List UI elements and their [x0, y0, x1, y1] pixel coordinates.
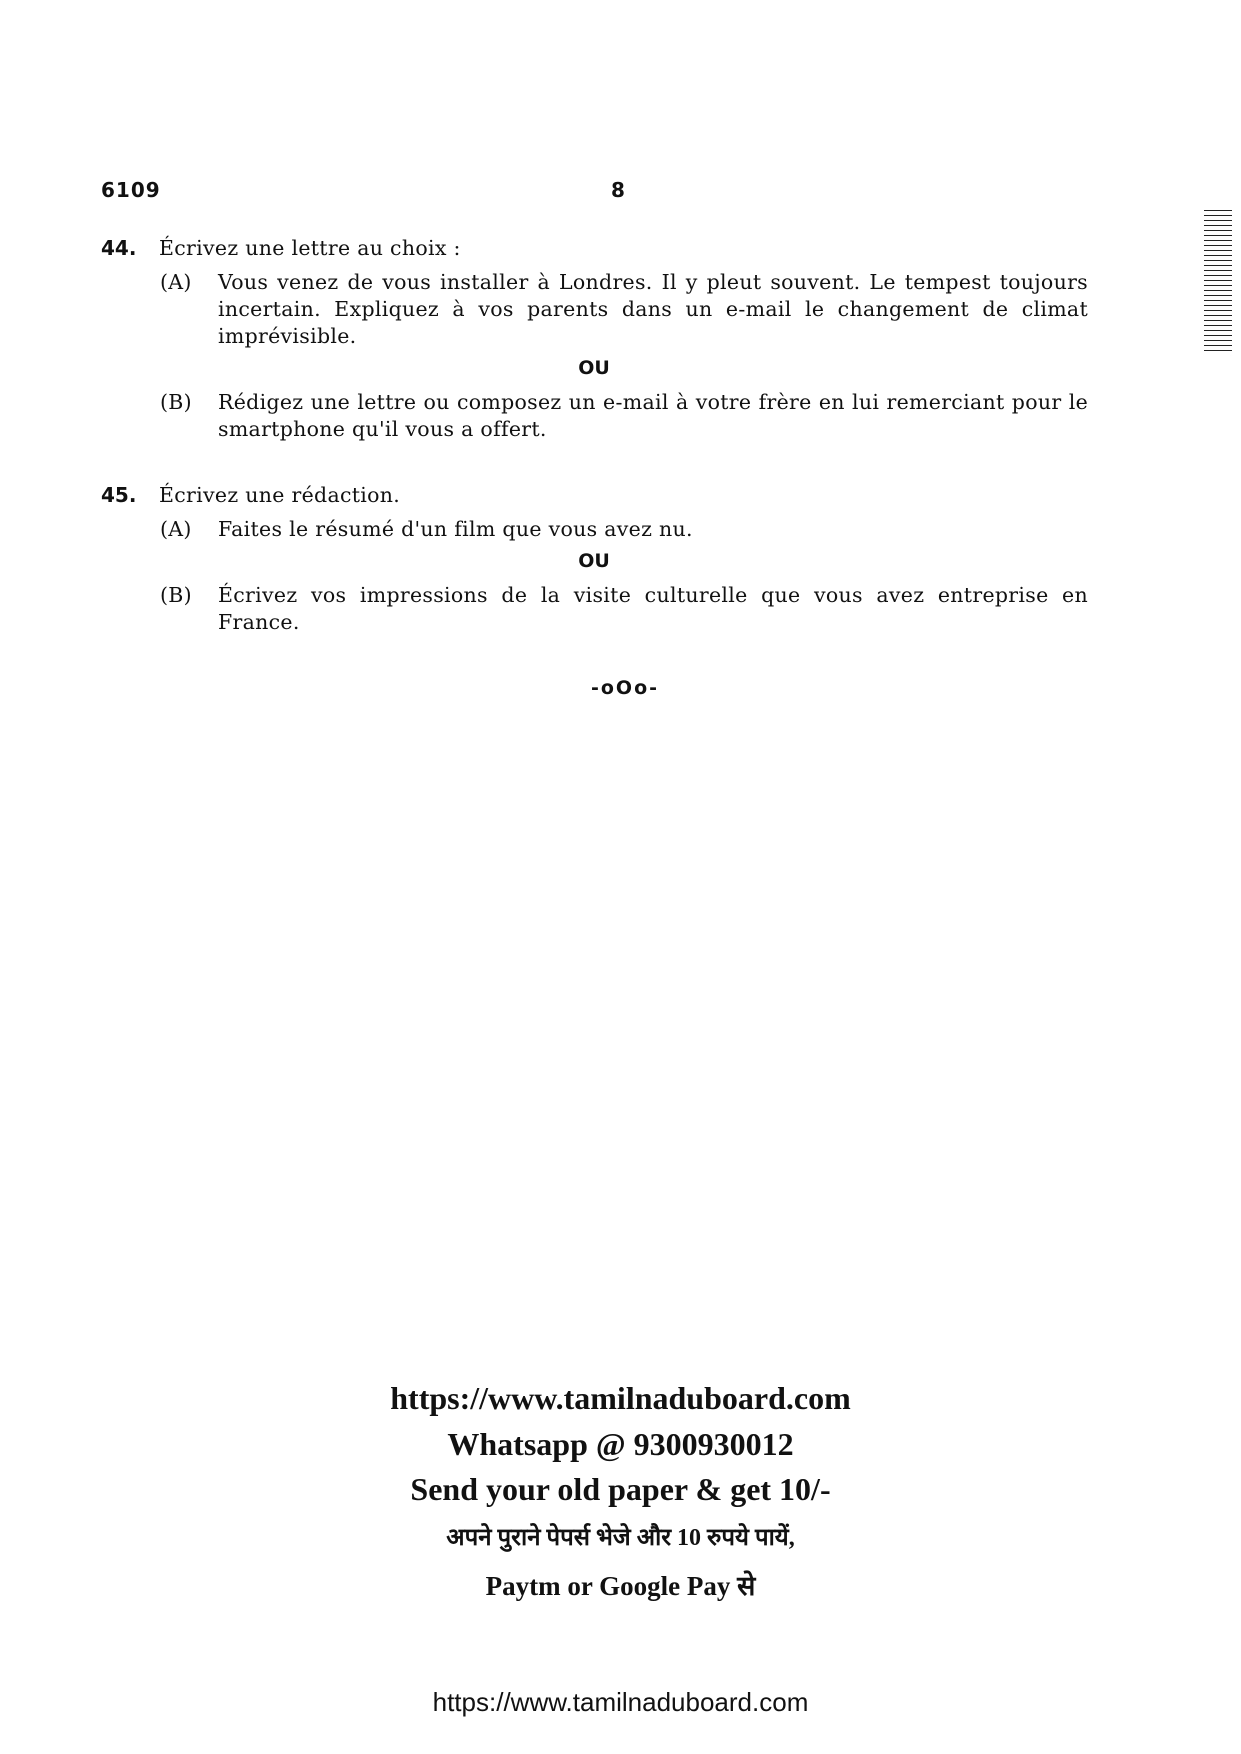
question-number: 44. [101, 236, 137, 260]
option-text-a: Vous venez de vous installer à Londres. Il y pleut souvent. Le tempest toujours incertain. Expliquez à vos parents dans un e-mail le changement de climat imprévisible. [218, 270, 1088, 348]
question-prompt: Écrivez une rédaction. [159, 483, 401, 507]
option-label-a: (A) [160, 270, 192, 294]
promo-payment: Paytm or Google Pay से [485, 1571, 756, 1601]
promo-offer-hindi: अपने पुराने पेपर्स भेजे और 10 रुपये पायें, [446, 1525, 795, 1551]
option-text-b: Écrivez vos impressions de la visite culturelle que vous avez entreprise en France. [218, 583, 1088, 634]
or-separator: OU [578, 357, 610, 379]
option-label-b: (B) [160, 390, 192, 414]
question-number: 45. [101, 483, 137, 507]
promo-whatsapp: Whatsapp @ 9300930012 [447, 1426, 794, 1462]
page-number: 8 [611, 178, 625, 202]
end-of-paper-mark: -oOo- [590, 677, 660, 699]
promo-offer: Send your old paper & get 10/- [410, 1471, 831, 1507]
option-text-a: Faites le résumé d'un film que vous avez nu. [218, 517, 693, 541]
question-prompt: Écrivez une lettre au choix : [159, 236, 461, 260]
footer-url[interactable]: https://www.tamilnaduboard.com [432, 1687, 809, 1717]
margin-tick-marks [1204, 210, 1232, 354]
or-separator: OU [578, 550, 610, 572]
paper-code: 6109 [101, 178, 161, 202]
option-label-b: (B) [160, 583, 192, 607]
option-text-b: Rédigez une lettre ou composez un e-mail à votre frère en lui remerciant pour le smartphone qu'il vous a offert. [218, 390, 1088, 441]
promo-url[interactable]: https://www.tamilnaduboard.com [390, 1380, 851, 1416]
option-label-a: (A) [160, 517, 192, 541]
